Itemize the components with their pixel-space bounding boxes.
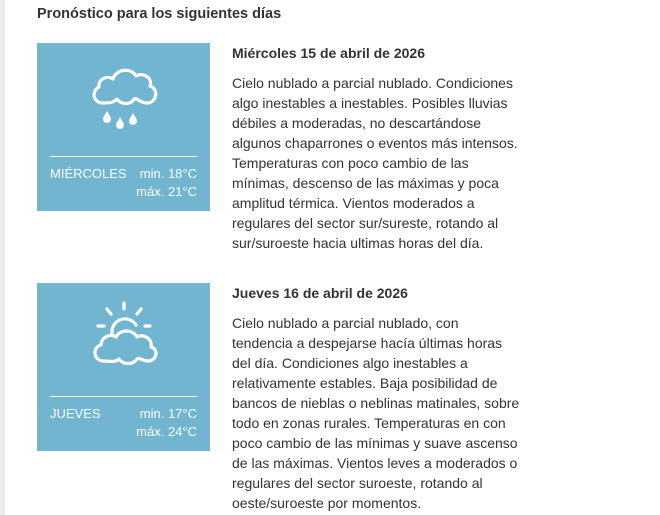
day-description: Cielo nublado a parcial nublado. Condiciones algo inestables a inestables. Posibles lluvias débiles a moderadas, no descartándose algunos chaparrones o eventos más intensos. Temperaturas con poco cambio de las mínimas, descenso de las máximas y poca amplitud térmica. Vientos moderados a regulares del sector sur/sureste, rotando al sur/suroeste hacia ultimas horas del día. (232, 75, 518, 251)
day-date: Miércoles 15 de abril de 2026 (232, 45, 425, 61)
day-card (37, 43, 210, 211)
day-card (37, 283, 210, 451)
card-divider (50, 396, 197, 397)
day-description: Cielo nublado a parcial nublado, con tendencia a despejarse hacía últimas horas del día. Condiciones algo inestables a relativamente estables. Baja posibilidad de bancos de nieblas o neblinas matinales, sobre todo en zonas rurales. Temperaturas en con poco cambio de las mínimas y suave ascenso de las máximas. Vientos leves a moderados o regulares del sector suroeste, rotando al oeste/suroeste por momentos. (232, 315, 520, 511)
cloud-rain-icon (87, 59, 162, 139)
left-rail (0, 0, 5, 515)
day-info (232, 283, 522, 513)
day-info (232, 43, 522, 253)
card-day-label: JUEVES (50, 406, 101, 421)
max-temperature: máx. 21°C (136, 184, 197, 199)
day-date: Jueves 16 de abril de 2026 (232, 285, 408, 301)
min-temperature: min. 17°C (139, 406, 197, 421)
section-title: Pronóstico para los siguientes días (37, 6, 282, 22)
min-temperature: min. 18°C (139, 166, 197, 181)
partly-cloudy-icon (87, 299, 162, 379)
card-day-label: MIÉRCOLES (50, 166, 127, 181)
card-divider (50, 156, 197, 157)
max-temperature: máx. 24°C (136, 424, 197, 439)
